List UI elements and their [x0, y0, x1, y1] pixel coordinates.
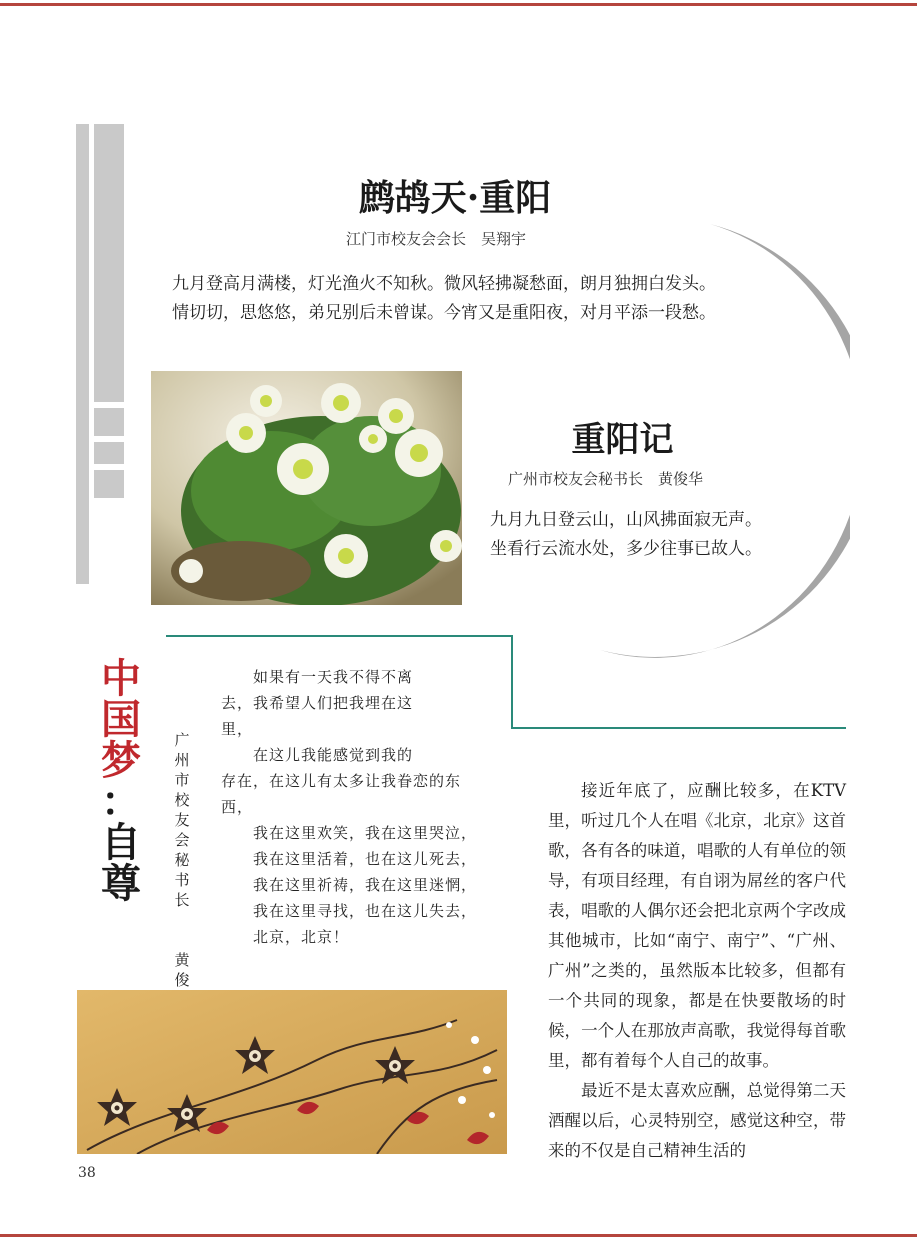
lyric-line: 我在这里活着，也在这儿死去， [221, 850, 478, 868]
section-author: 广 州 市 校 友 会 秘 书 长 黄 俊 [174, 731, 190, 989]
lyric-line: 存在，在这儿有太多让我眷恋的东 [221, 772, 462, 790]
poem-line: 坐看行云流水处，多少往事已故人。 [490, 539, 762, 559]
poem-title: 鹧鸪天·重阳 [358, 177, 552, 219]
poem-author: 江门市校友会会长 吴翔宇 [346, 230, 527, 248]
bottom-rule [0, 1234, 917, 1237]
chrysanthemum-photo [151, 371, 462, 605]
top-rule [0, 3, 917, 6]
lyric-line: 北京，北京！ [221, 928, 350, 946]
decorative-side-bars [76, 124, 126, 584]
page-number: 38 [78, 1165, 96, 1181]
essay-body [548, 776, 846, 1166]
essay-paragraph: 接近年底了，应酬比较多，在KTV里，听过几个人在唱《北京，北京》这首歌，各有各的味道，唱歌的人有单位的领导，有项目经理，有自诩为屌丝的客户代表，唱歌的人偶尔还会把北京两个字改成其他城市，比如“南宁、南宁”、“广州、广州”之类的，虽然版本比较多，但都有一个共同的现象，都是在快要散场的时候，一个人在那放声高歌，我觉得每首歌里，都有着每个人自己的故事。 [548, 781, 846, 1070]
essay-paragraph: 最近不是太喜欢应酬，总觉得第二天酒醒以后，心灵特别空，感觉这种空，带来的不仅是自己精神生活的 [548, 1081, 846, 1160]
lyric-line: 如果有一天我不得不离 [221, 668, 414, 686]
poem-title: 重阳记 [571, 420, 674, 460]
floral-illustration [77, 990, 507, 1154]
lyric-line: 我在这里寻找，也在这儿失去， [221, 902, 478, 920]
poem-author: 广州市校友会秘书长 黄俊华 [508, 470, 704, 488]
lyric-poem [221, 664, 521, 950]
lyric-line: 西， [221, 798, 254, 816]
lyric-line: 在这儿我能感觉到我的 [221, 746, 414, 764]
poem-line: 情切切，思悠悠，弟兄别后未曾谋。今宵又是重阳夜，对月平添一段愁。 [172, 303, 716, 323]
poem-line: 九月九日登云山，山风拂面寂无声。 [490, 510, 762, 530]
section-title: 中 国 梦 ： 自 尊 [101, 655, 141, 907]
lyric-line: 我在这里祈祷，我在这里迷惘， [221, 876, 478, 894]
lyric-line: 我在这里欢笑，我在这里哭泣， [221, 824, 478, 842]
lyric-line: 里， [221, 720, 254, 738]
lyric-line: 去，我希望人们把我埋在这 [221, 694, 414, 712]
poem-line: 九月登高月满楼，灯光渔火不知秋。微风轻拂凝愁面，朗月独拥白发头。 [172, 274, 716, 294]
